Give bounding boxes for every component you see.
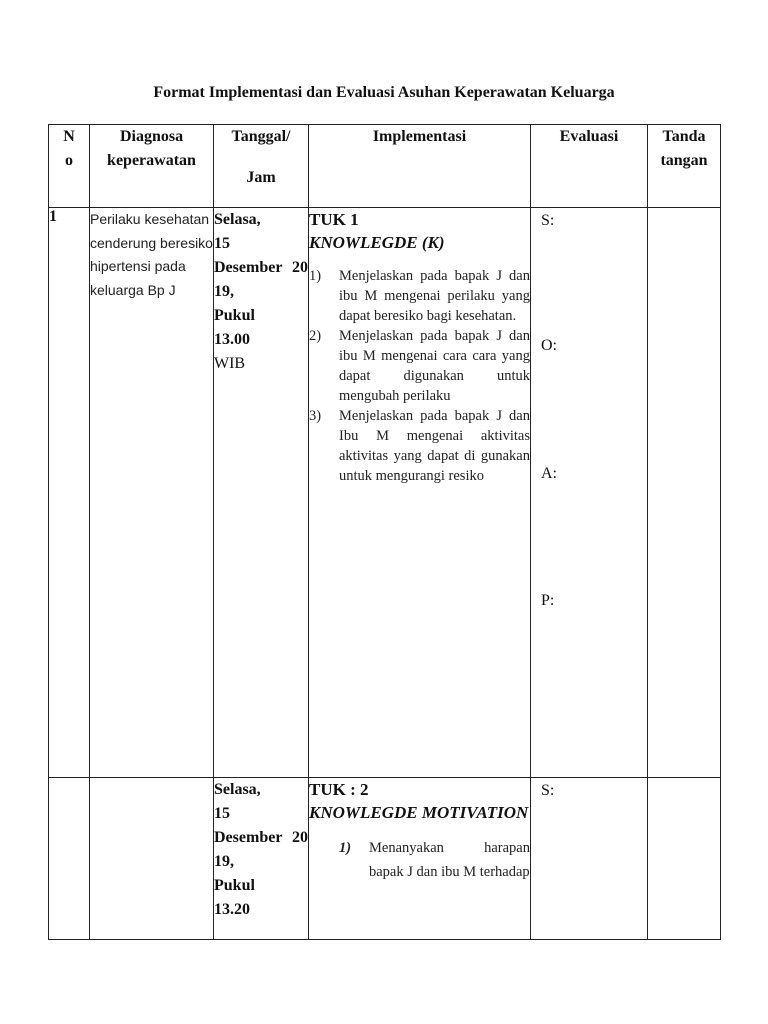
list-item: 1) Menanyakan harapan bapak J dan ibu M terhadap	[339, 840, 530, 880]
date-month: Desember 2019,	[214, 259, 308, 300]
date-time: 13.00	[214, 331, 250, 348]
tuk-title: TUK : 2	[309, 780, 369, 799]
row-diagnosa	[90, 778, 214, 940]
row-implementasi	[309, 778, 531, 940]
date-month: Desember 2019,	[214, 829, 308, 870]
header-diagnosa: Diagnosa keperawatan	[90, 125, 214, 208]
eval-s: S:	[541, 212, 555, 229]
date-zone: WIB	[214, 355, 246, 372]
implementation-list	[309, 836, 530, 884]
table-row	[49, 778, 721, 940]
row-number	[49, 778, 90, 940]
date-pukul: Pukul	[214, 877, 255, 894]
date-day: Selasa,	[214, 211, 261, 228]
eval-s: S:	[541, 782, 555, 799]
header-tanggal	[214, 125, 309, 208]
row-date	[214, 208, 309, 778]
header-evaluasi: Evaluasi	[531, 125, 648, 208]
list-item: 1) Menjelaskan pada bapak J dan ibu M mengenai perilaku yang dapat beresiko bagi kesehatan.	[309, 268, 530, 324]
implementation-list	[309, 266, 530, 486]
row-tanda	[648, 778, 721, 940]
row-diagnosa: Perilaku kesehatan cenderung beresiko hipertensi pada keluarga Bp J	[90, 208, 214, 778]
header-no: N o	[49, 125, 90, 208]
implementation-table	[48, 124, 721, 940]
table-row	[49, 208, 721, 778]
date-pukul: Pukul	[214, 307, 255, 324]
eval-a: A:	[541, 465, 557, 482]
table-header-row	[49, 125, 721, 208]
row-number: 1	[49, 208, 90, 778]
header-implementasi: Implementasi	[309, 125, 531, 208]
tuk-subtitle: KNOWLEGDE (K)	[309, 233, 445, 252]
page-title: Format Implementasi dan Evaluasi Asuhan Keperawatan Keluarga	[153, 84, 615, 101]
row-implementasi	[309, 208, 531, 778]
row-evaluasi	[531, 778, 648, 940]
tuk-title: TUK 1	[309, 210, 359, 229]
date-num: 15	[214, 235, 230, 252]
date-time: 13.20	[214, 901, 250, 918]
date-day: Selasa,	[214, 781, 261, 798]
date-num: 15	[214, 805, 230, 822]
header-jam-label: Jam	[246, 169, 276, 186]
header-tanggal-label: Tanggal/	[231, 128, 291, 145]
list-item: 2) Menjelaskan pada bapak J dan ibu M mengenai cara cara yang dapat digunakan untuk mengubah perilaku	[309, 328, 530, 404]
tuk-subtitle: KNOWLEGDE MOTIVATION	[309, 803, 529, 822]
list-item: 3) Menjelaskan pada bapak J dan Ibu M mengenai aktivitas aktivitas yang dapat di gunakan untuk mengurangi resiko	[309, 408, 530, 484]
eval-o: O:	[541, 337, 557, 354]
row-evaluasi	[531, 208, 648, 778]
row-tanda	[648, 208, 721, 778]
row-date	[214, 778, 309, 940]
eval-p: P:	[541, 592, 555, 609]
header-tanda: Tanda tangan	[648, 125, 721, 208]
